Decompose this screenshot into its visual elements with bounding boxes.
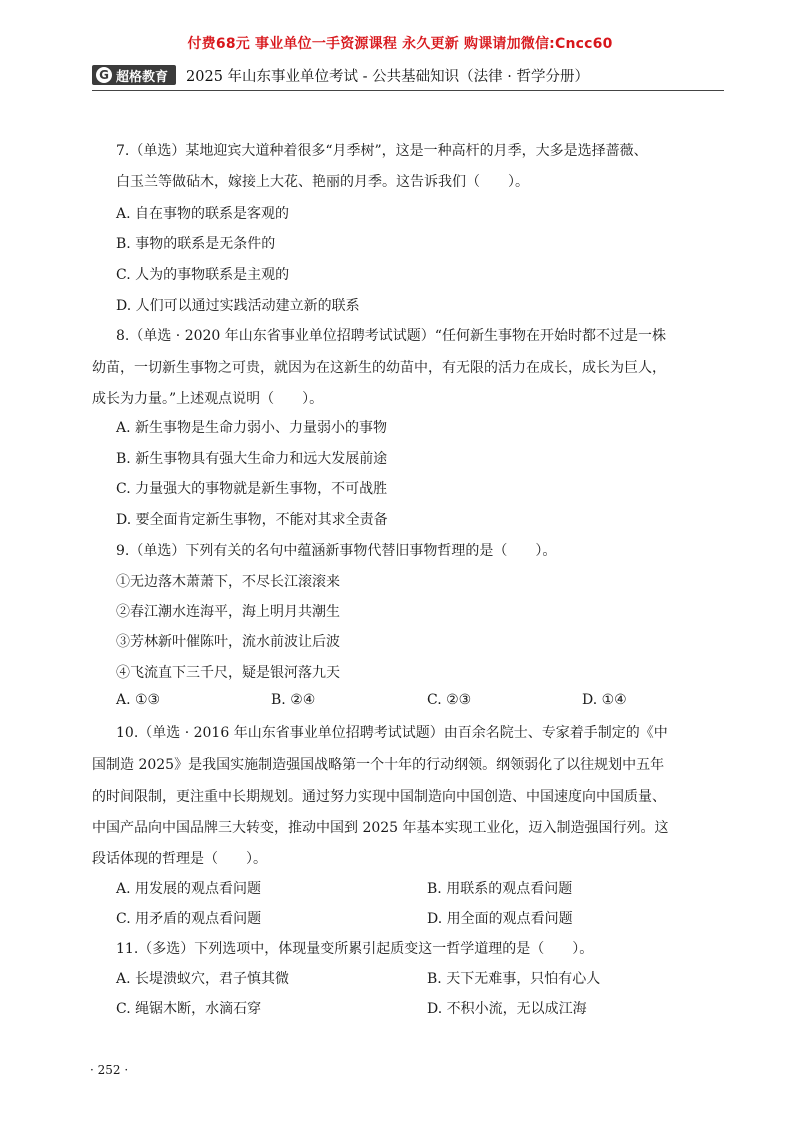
q8-stem-line-3: 成长为力量。”上述观点说明（ ）。 [92,391,324,407]
q8-option-c: C. 力量强大的事物就是新生事物，不可战胜 [116,481,388,497]
page-header [92,62,724,88]
q8-option-b: B. 新生事物具有强大生命力和远大发展前途 [116,451,388,467]
q9-item-2: ②春江潮水连海平，海上明月共潮生 [116,604,340,620]
q11-option-c: C. 绳锯木断，水滴石穿 [116,1001,262,1017]
q7-option-c: C. 人为的事物联系是主观的 [116,267,290,283]
q10-stem-line-4: 中国产品向中国品牌三大转变，推动中国到 2025 年基本实现工业化，迈入制造强国行列。这 [92,820,669,836]
q7-stem-line-2: 白玉兰等做砧木，嫁接上大花、艳丽的月季。这告诉我们（ ）。 [116,174,529,190]
q9-stem-line-1: 9.（单选）下列有关的名句中蕴涵新事物代替旧事物哲理的是（ ）。 [116,543,557,559]
logo-g-icon: G [96,67,112,83]
q10-stem-line-3: 的时间限制，更注重中长期规划。通过努力实现中国制造向中国创造、中国速度向中国质量、 [92,789,666,805]
watermark-ad: 付费68元 事业单位一手资源课程 永久更新 购课请加微信:Cncc60 [187,36,613,52]
q8-stem-line-2: 幼苗，一切新生事物之可贵，就因为在这新生的幼苗中，有无限的活力在成长，成长为巨人， [92,360,666,376]
q10-stem-line-2: 国制造 2025》是我国实施制造强国战略第一个十年的行动纲领。纲领弱化了以往规划中五年 [92,757,665,773]
q10-option-a: A. 用发展的观点看问题 [116,881,262,897]
q7-option-d: D. 人们可以通过实践活动建立新的联系 [116,298,360,314]
q10-option-c: C. 用矛盾的观点看问题 [116,911,262,927]
q7-option-b: B. 事物的联系是无条件的 [116,236,276,252]
header-divider [92,90,724,91]
q10-option-b: B. 用联系的观点看问题 [427,881,573,897]
q11-option-a: A. 长堤溃蚁穴，君子慎其微 [116,971,290,987]
page-number: · 252 · [90,1063,129,1077]
logo-text: 超格教育 [116,69,169,85]
q9-option-c: C. ②③ [427,692,472,708]
q9-item-1: ①无边落木萧萧下，不尽长江滚滚来 [116,574,340,590]
q9-item-4: ④飞流直下三千尺，疑是银河落九天 [116,665,340,681]
book-title: 2025 年山东事业单位考试 - 公共基础知识（法律 · 哲学分册） [186,68,589,85]
q11-stem-line-1: 11.（多选）下列选项中，体现量变所累引起质变这一哲学道理的是（ ）。 [116,941,594,957]
q7-option-a: A. 自在事物的联系是客观的 [116,206,290,222]
q10-option-d: D. 用全面的观点看问题 [427,911,573,927]
q9-option-a: A. ①③ [116,692,161,708]
q8-option-d: D. 要全面肯定新生事物，不能对其求全责备 [116,512,388,528]
q9-option-d: D. ①④ [582,692,627,708]
q9-option-b: B. ②④ [271,692,316,708]
q11-option-d: D. 不积小流，无以成江海 [427,1001,587,1017]
q8-option-a: A. 新生事物是生命力弱小、力量弱小的事物 [116,420,388,436]
q8-stem-line-1: 8.（单选 · 2020 年山东省事业单位招聘考试试题）“任何新生事物在开始时都不过是一株 [116,328,666,344]
q9-item-3: ③芳林新叶催陈叶，流水前波让后波 [116,634,340,650]
q10-stem-line-5: 段话体现的哲理是（ ）。 [92,851,267,867]
publisher-logo [92,65,176,85]
q11-option-b: B. 天下无难事，只怕有心人 [427,971,601,987]
q7-stem-line-1: 7.（单选）某地迎宾大道种着很多“月季树”，这是一种高杆的月季，大多是选择蔷薇、 [116,143,648,159]
q10-stem-line-1: 10.（单选 · 2016 年山东省事业单位招聘考试试题）由百余名院士、专家着手制定的《中 [116,725,668,741]
